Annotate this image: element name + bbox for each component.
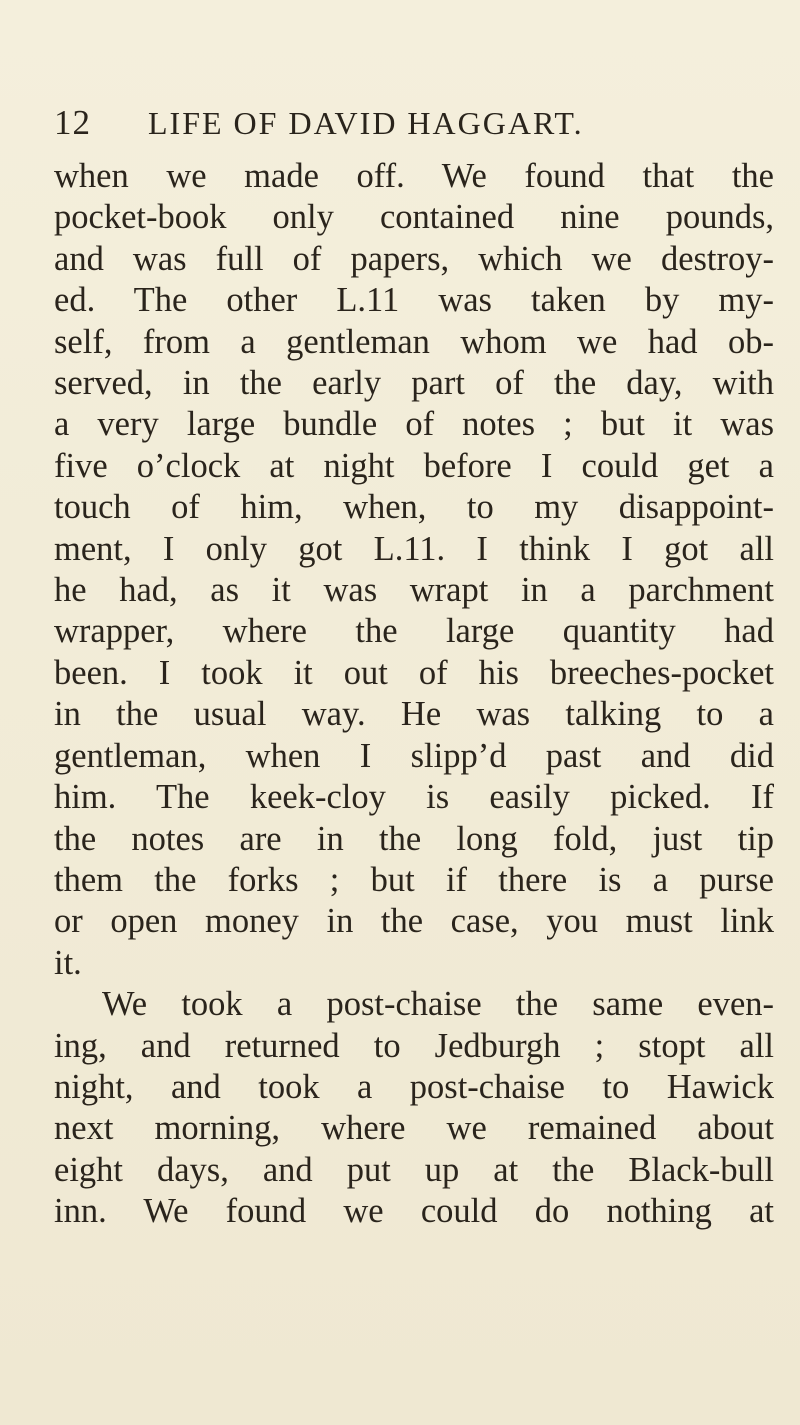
text-line: the notes are in the long fold, just tip — [54, 819, 774, 858]
running-title: LIFE OF DAVID HAGGART. — [148, 105, 584, 141]
text-line: five o’clock at night before I could get a — [54, 446, 774, 485]
text-line: ed. The other L.11 was taken by my- — [54, 281, 774, 320]
text-line: pocket-book only contained nine pounds, — [54, 198, 774, 237]
text-line: it. — [54, 943, 82, 982]
text-line: he had, as it was wrapt in a parchment — [54, 571, 774, 610]
text-line: or open money in the case, you must link — [54, 902, 774, 941]
text-line: served, in the early part of the day, with — [54, 364, 774, 403]
text-line: them the forks ; but if there is a purse — [54, 860, 774, 899]
text-line: a very large bundle of notes ; but it was — [54, 405, 774, 444]
text-line: night, and took a post-chaise to Hawick — [54, 1067, 774, 1106]
text-line: been. I took it out of his breeches-pocket — [54, 653, 774, 692]
text-line: and was full of papers, which we destroy- — [54, 239, 774, 278]
text-line: next morning, where we remained about — [54, 1109, 774, 1148]
text-line: him. The keek-cloy is easily picked. If — [54, 778, 774, 817]
page-number: 12 — [54, 103, 91, 142]
body-text — [54, 156, 774, 1233]
text-line: in the usual way. He was talking to a — [54, 695, 774, 734]
text-line: when we made off. We found that the — [54, 157, 774, 195]
text-line: ing, and returned to Jedburgh ; stopt all — [54, 1026, 774, 1065]
text-line: We took a post-chaise the same even- — [102, 985, 774, 1024]
text-line: self, from a gentleman whom we had ob- — [54, 322, 774, 361]
text-line: ment, I only got L.11. I think I got all — [54, 529, 774, 568]
text-line: inn. We found we could do nothing at — [54, 1192, 774, 1231]
text-line: gentleman, when I slipp’d past and did — [54, 736, 774, 775]
running-head — [54, 100, 754, 146]
text-line: touch of him, when, to my disappoint- — [54, 488, 774, 527]
text-line: eight days, and put up at the Black-bull — [54, 1150, 774, 1189]
text-line: wrapper, where the large quantity had — [54, 612, 774, 651]
